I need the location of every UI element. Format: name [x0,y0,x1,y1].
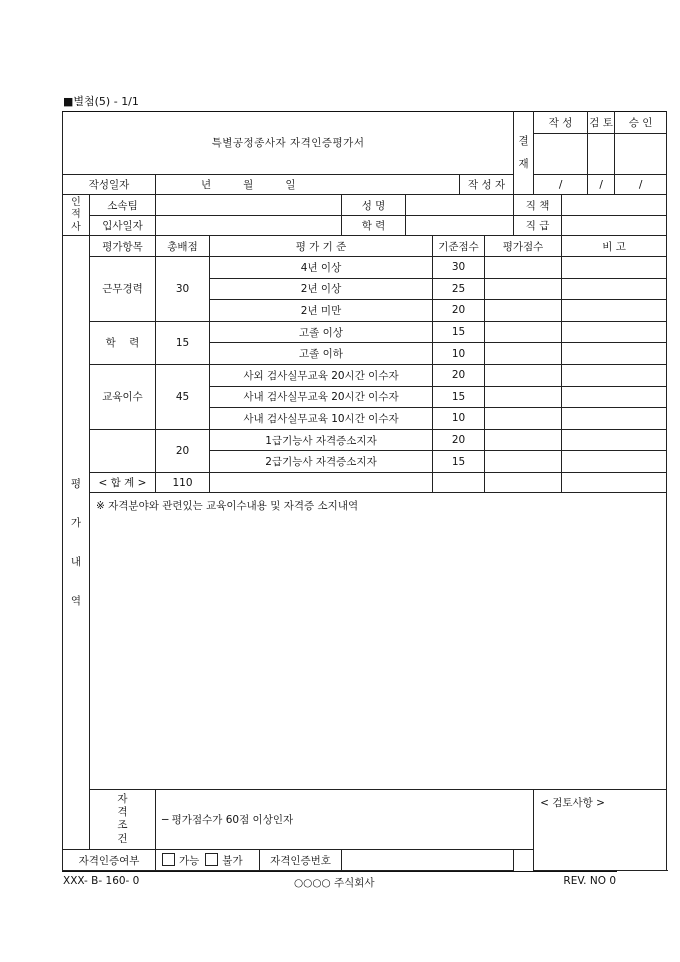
education-field[interactable] [406,215,514,236]
criteria-text: 1급기능사 자격증소지자 [210,429,433,451]
education-label: 학 력 [342,215,406,236]
item-education: 학 력 [90,321,156,364]
day-label: 일 [285,179,296,191]
eval-score-cell[interactable] [485,256,562,278]
sum-base-empty [433,472,485,493]
duty-label: 직 책 [514,195,562,216]
impossible-label: 불가 [222,854,243,867]
criteria-score: 30 [433,256,485,278]
name-label: 성 명 [342,195,406,216]
item-career: 근무경력 [90,256,156,321]
form-title: 특별공정종사자 자격인증평가서 [63,112,514,175]
header-criteria: 평 가 기 준 [210,236,433,257]
name-field[interactable] [406,195,514,216]
criteria-text: 사내 검사실무교육 10시간 이수자 [210,408,433,430]
decision-label: 자격인증여부 [63,850,156,871]
header-base-score: 기준점수 [433,236,485,257]
total-certificate: 20 [156,429,210,472]
revision-number: REV. NO 0 [563,875,616,887]
eval-score-cell[interactable] [485,386,562,408]
item-certificate [90,429,156,472]
team-field[interactable] [156,195,342,216]
eval-score-cell[interactable] [485,343,562,365]
criteria-text: 사외 검사실무교육 20시간 이수자 [210,364,433,386]
possible-label: 가능 [179,854,200,867]
attachment-label: ■별첨(5) - 1/1 [63,95,139,108]
approval-date-approve[interactable]: / [615,174,667,195]
year-label: 년 [201,179,212,191]
rank-field[interactable] [562,215,667,236]
review-label: < 검토사항 > [540,796,605,809]
cert-number-label: 자격인증번호 [260,850,342,871]
eval-score-cell[interactable] [485,364,562,386]
criteria-text: 2년 이상 [210,278,433,300]
criteria-score: 15 [433,321,485,343]
decision-options [156,850,260,871]
evaluation-section-label: 평 가 내 역 [63,236,90,850]
approval-sign-review[interactable] [588,133,615,174]
sum-remarks[interactable] [562,472,667,493]
approval-label: 결 재 [514,112,534,195]
total-education: 15 [156,321,210,364]
sum-criteria-empty [210,472,433,493]
approval-date-review[interactable]: / [588,174,615,195]
sum-value: 110 [156,472,210,493]
header-remarks: 비 고 [562,236,667,257]
possible-checkbox[interactable] [162,853,175,866]
criteria-score: 25 [433,278,485,300]
approval-sign-approve[interactable] [615,133,667,174]
criteria-score: 20 [433,300,485,322]
criteria-score: 15 [433,386,485,408]
join-date-field[interactable] [156,215,342,236]
criteria-text: 사내 검사실무교육 20시간 이수자 [210,386,433,408]
history-note: ※ 자격분야와 관련있는 교육이수내용 및 자격증 소지내역 [96,500,359,513]
sum-eval-score[interactable] [485,472,562,493]
applicant-section-label: 인 적 사 [63,195,90,236]
remarks-cell[interactable] [562,278,667,300]
month-label: 월 [243,179,254,191]
cert-number-field[interactable] [342,850,514,871]
criteria-score: 20 [433,429,485,451]
remarks-cell[interactable] [562,256,667,278]
company-name: ○○○○ 주식회사 [294,877,375,889]
date-field[interactable] [156,174,460,195]
header-item: 평가항목 [90,236,156,257]
author-label: 작 성 자 [460,174,514,195]
remarks-cell[interactable] [562,364,667,386]
criteria-text: 2급기능사 자격증소지자 [210,451,433,473]
remarks-cell[interactable] [562,300,667,322]
eval-score-cell[interactable] [485,300,562,322]
qualification-condition: ─ 평가점수가 60점 이상인자 [156,789,534,850]
footer-divider [62,871,617,872]
item-training: 교육이수 [90,364,156,429]
remarks-cell[interactable] [562,386,667,408]
rank-label: 직 급 [514,215,562,236]
sum-label: < 합 계 > [90,472,156,493]
header-total: 총배점 [156,236,210,257]
criteria-text: 2년 미만 [210,300,433,322]
eval-score-cell[interactable] [485,321,562,343]
remarks-cell[interactable] [562,321,667,343]
impossible-checkbox[interactable] [205,853,218,866]
eval-score-cell[interactable] [485,408,562,430]
doc-code: XXX- B- 160- 0 [63,875,140,887]
criteria-score: 10 [433,343,485,365]
remarks-cell[interactable] [562,429,667,451]
total-career: 30 [156,256,210,321]
eval-score-cell[interactable] [485,429,562,451]
criteria-text: 고졸 이상 [210,321,433,343]
total-training: 45 [156,364,210,429]
criteria-text: 고졸 이하 [210,343,433,365]
duty-field[interactable] [562,195,667,216]
criteria-text: 4년 이상 [210,256,433,278]
eval-score-cell[interactable] [485,278,562,300]
criteria-score: 15 [433,451,485,473]
team-label: 소속팀 [90,195,156,216]
remarks-cell[interactable] [562,343,667,365]
approval-date-author[interactable]: / [534,174,588,195]
remarks-cell[interactable] [562,451,667,473]
approval-col-approve: 승 인 [615,112,667,134]
qualification-section-label: 자 격 조 건 [90,789,156,850]
header-eval-score: 평가점수 [485,236,562,257]
approval-col-review: 검 토 [588,112,615,134]
evaluation-form [62,111,667,871]
remarks-cell[interactable] [562,408,667,430]
criteria-score: 20 [433,364,485,386]
criteria-score: 10 [433,408,485,430]
history-note-area[interactable] [90,493,667,789]
eval-score-cell[interactable] [485,451,562,473]
date-label: 작성일자 [63,174,156,195]
approval-col-author: 작 성 [534,112,588,134]
review-notes[interactable] [534,789,667,870]
join-date-label: 입사일자 [90,215,156,236]
approval-sign-author[interactable] [534,133,588,174]
